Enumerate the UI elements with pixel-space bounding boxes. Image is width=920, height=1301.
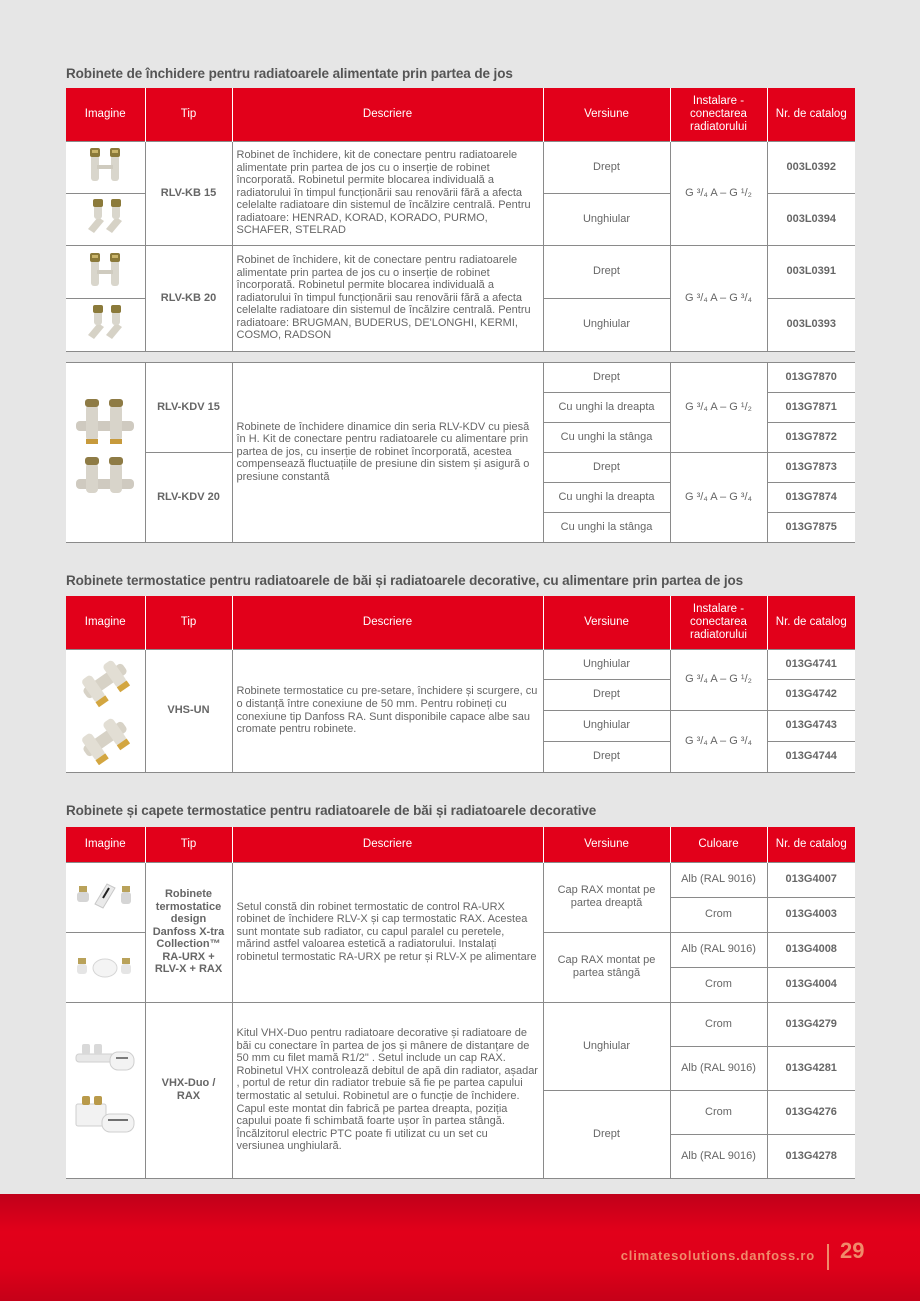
version-cell: Drept bbox=[543, 452, 670, 482]
product-image-cell bbox=[66, 649, 145, 772]
angled-valve-kit-icon bbox=[82, 195, 128, 239]
catalog-number: 013G4279 bbox=[767, 1002, 855, 1046]
header-imagine: Imagine bbox=[66, 596, 145, 649]
color-cell: Crom bbox=[670, 1090, 767, 1134]
catalog-number: 013G7870 bbox=[767, 362, 855, 392]
version-cell: Unghiular bbox=[543, 649, 670, 679]
header-versiune: Versiune bbox=[543, 596, 670, 649]
catalog-number: 013G4281 bbox=[767, 1046, 855, 1090]
product-type: RLV-KDV 15 bbox=[145, 362, 232, 452]
catalog-number: 013G4007 bbox=[767, 862, 855, 897]
footer-website-link[interactable]: climatesolutions.danfoss.ro bbox=[620, 1248, 815, 1263]
installation-cell: G ³/₄ A – G ³/₄ bbox=[670, 710, 767, 772]
version-cell: Drept bbox=[543, 679, 670, 710]
product-description: Setul constă din robinet termostatic de control RA-URX robinet de închidere RLV-X și cap termostatic RAX. Acestea sunt montate sub radiator, cu capul paralel cu peretele, mărind astfel valoarea estetică a radiatorului. Instalați robinetul termostatic RA-URX pe retur și RLV-X pe alimentare bbox=[232, 862, 543, 1002]
section-title-thermostatic-valves: Robinete termostatice pentru radiatoarele de băi și radiatoarele decorative, cu alimentare prin partea de jos bbox=[66, 573, 744, 588]
catalog-number: 013G7872 bbox=[767, 422, 855, 452]
section-title-thermostatic-heads: Robinete și capete termostatice pentru radiatoarele de băi și radiatoarele decorative bbox=[66, 803, 597, 818]
table-row bbox=[66, 862, 855, 897]
product-image-cell bbox=[66, 362, 145, 542]
version-cell: Unghiular bbox=[543, 1002, 670, 1090]
catalog-number: 013G4008 bbox=[767, 932, 855, 967]
catalog-number: 013G7875 bbox=[767, 512, 855, 542]
installation-cell: G ³/₄ A – G ¹/₂ bbox=[670, 649, 767, 710]
installation-cell: G ³/₄ A – G ³/₄ bbox=[670, 452, 767, 542]
table-row bbox=[66, 362, 855, 392]
header-imagine: Imagine bbox=[66, 827, 145, 862]
version-cell: Drept bbox=[543, 1090, 670, 1178]
product-image-cell bbox=[66, 245, 145, 298]
header-versiune: Versiune bbox=[543, 88, 670, 141]
catalog-number: 013G4004 bbox=[767, 967, 855, 1002]
product-type: RLV-KB 15 bbox=[145, 141, 232, 245]
header-instalare: Instalare - conectarea radiatorului bbox=[670, 88, 767, 141]
table-row bbox=[66, 141, 855, 193]
version-cell: Drept bbox=[543, 245, 670, 298]
table-header-row bbox=[66, 827, 855, 862]
catalog-number: 013G4743 bbox=[767, 710, 855, 741]
version-cell: Drept bbox=[543, 741, 670, 772]
catalog-number: 013G4742 bbox=[767, 679, 855, 710]
product-type: VHS-UN bbox=[145, 649, 232, 772]
catalog-number: 013G7873 bbox=[767, 452, 855, 482]
header-instalare: Instalare - conectarea radiatorului bbox=[670, 596, 767, 649]
installation-cell: G ³/₄ A – G ¹/₂ bbox=[670, 141, 767, 245]
product-description: Kitul VHX-Duo pentru radiatoare decorative și radiatoare de băi cu conectare în partea de jos și mânere de distanțare de 50 mm cu filet mamă R1/2" . Setul include un cap RAX. Robinetul VHX controlează debitul de apă din radiator, așadar , portul de retur din radiator trebuie să fie pe partea capului termostatic al setului. Robinetul are o funcție de închidere. Capul este montat din fabrică pe partea dreapta, poziția capului poate fi schimbată foarte ușor în partea stângă. Încălzitorul electric PTC poate fi utilizat cu un set cu versiunea unghiulară. bbox=[232, 1002, 543, 1178]
installation-cell: G ³/₄ A – G ¹/₂ bbox=[670, 362, 767, 452]
catalog-number: 013G4278 bbox=[767, 1134, 855, 1178]
version-cell: Drept bbox=[543, 362, 670, 392]
catalog-number: 013G7871 bbox=[767, 392, 855, 422]
header-imagine: Imagine bbox=[66, 88, 145, 141]
catalog-number: 013G4003 bbox=[767, 897, 855, 932]
catalog-number: 013G4741 bbox=[767, 649, 855, 679]
color-cell: Alb (RAL 9016) bbox=[670, 1046, 767, 1090]
installation-cell: G ³/₄ A – G ³/₄ bbox=[670, 245, 767, 351]
version-cell: Cu unghi la stânga bbox=[543, 512, 670, 542]
catalog-number: 003L0391 bbox=[767, 245, 855, 298]
product-image-cell bbox=[66, 862, 145, 932]
page-number: 29 bbox=[840, 1238, 865, 1263]
table-row bbox=[66, 649, 855, 679]
version-cell: Cap RAX montat pe partea dreaptă bbox=[543, 862, 670, 932]
header-tip: Tip bbox=[145, 88, 232, 141]
version-cell: Cu unghi la stânga bbox=[543, 422, 670, 452]
product-description: Robinete termostatice cu pre-setare, închidere și scurgere, cu o distanță între conexiune de 50 mm. Pentru robineți cu conexiune tip Danfoss RA. Sunt disponibile capace albe sau cromate pentru robinete. bbox=[232, 649, 543, 772]
xtra-chrome-set-icon bbox=[73, 878, 137, 912]
product-type: Robinete termostatice design Danfoss X-tra Collection™ RA-URX + RLV-X + RAX bbox=[145, 862, 232, 1002]
product-type: RLV-KDV 20 bbox=[145, 452, 232, 542]
catalog-number: 003L0392 bbox=[767, 141, 855, 193]
product-image-cell bbox=[66, 298, 145, 351]
color-cell: Alb (RAL 9016) bbox=[670, 862, 767, 897]
product-description: Robinet de închidere, kit de conectare pentru radiatoarele alimentate prin partea de jos cu o inserție de robinet încorporată. Robinetul permite blocarea individuală a radiatorului în timpul funcționării sau renovării fără a afecta celelalte radiatoare din sistemul de încălzire centrală. Pentru radiatoare: BRUGMAN, BUDERUS, DE'LONGHI, KERMI, COSMO, RADSON bbox=[232, 245, 543, 351]
header-catalog: Nr. de catalog bbox=[767, 827, 855, 862]
header-culoare: Culoare bbox=[670, 827, 767, 862]
product-image-cell bbox=[66, 193, 145, 245]
color-cell: Crom bbox=[670, 897, 767, 932]
color-cell: Crom bbox=[670, 1002, 767, 1046]
straight-valve-kit-icon bbox=[82, 248, 128, 292]
section-title-shutoff-valves: Robinete de închidere pentru radiatoarele alimentate prin partea de jos bbox=[66, 66, 513, 81]
footer-divider bbox=[827, 1244, 829, 1270]
product-image-cell bbox=[66, 1002, 145, 1178]
shutoff-valves-table bbox=[66, 88, 855, 543]
version-cell: Unghiular bbox=[543, 298, 670, 351]
header-descriere: Descriere bbox=[232, 596, 543, 649]
catalog-number: 013G7874 bbox=[767, 482, 855, 512]
header-descriere: Descriere bbox=[232, 827, 543, 862]
color-cell: Crom bbox=[670, 967, 767, 1002]
catalog-number: 003L0394 bbox=[767, 193, 855, 245]
thermostatic-heads-table bbox=[66, 827, 855, 1179]
thermostatic-valves-table bbox=[66, 596, 855, 773]
h-piece-valve-icon bbox=[72, 395, 138, 505]
color-cell: Alb (RAL 9016) bbox=[670, 932, 767, 967]
table-header-row bbox=[66, 596, 855, 649]
table-header-row bbox=[66, 88, 855, 141]
version-cell: Unghiular bbox=[543, 710, 670, 741]
header-tip: Tip bbox=[145, 827, 232, 862]
header-versiune: Versiune bbox=[543, 827, 670, 862]
catalog-number: 013G4276 bbox=[767, 1090, 855, 1134]
catalog-number: 003L0393 bbox=[767, 298, 855, 351]
version-cell: Unghiular bbox=[543, 193, 670, 245]
angled-valve-kit-icon bbox=[82, 301, 128, 345]
table-row bbox=[66, 1002, 855, 1046]
version-cell: Cu unghi la dreapta bbox=[543, 392, 670, 422]
version-cell: Drept bbox=[543, 141, 670, 193]
version-cell: Cap RAX montat pe partea stângă bbox=[543, 932, 670, 1002]
version-cell: Cu unghi la dreapta bbox=[543, 482, 670, 512]
product-type: RLV-KB 20 bbox=[145, 245, 232, 351]
header-catalog: Nr. de catalog bbox=[767, 88, 855, 141]
product-type: VHX-Duo / RAX bbox=[145, 1002, 232, 1178]
header-tip: Tip bbox=[145, 596, 232, 649]
color-cell: Alb (RAL 9016) bbox=[670, 1134, 767, 1178]
vhx-duo-icon bbox=[72, 1028, 138, 1148]
xtra-white-set-icon bbox=[73, 948, 137, 982]
header-catalog: Nr. de catalog bbox=[767, 596, 855, 649]
catalog-number: 013G4744 bbox=[767, 741, 855, 772]
product-image-cell bbox=[66, 932, 145, 1002]
table-row bbox=[66, 245, 855, 298]
page-footer bbox=[0, 1194, 920, 1301]
product-description: Robinet de închidere, kit de conectare pentru radiatoarele alimentate prin partea de jos cu o inserție de robinet încorporată. Robinetul permite blocarea individuală a radiatorului în timpul funcționării sau renovării fără a afecta celelalte radiatoare din sistemul de încălzire centrală. Pentru radiatoare: HENRAD, KORAD, KORADO, PURMO, SCHAFER, STELRAD bbox=[232, 141, 543, 245]
straight-valve-kit-icon bbox=[82, 143, 128, 187]
product-image-cell bbox=[66, 141, 145, 193]
vhs-un-valve-icon bbox=[75, 653, 135, 765]
product-description: Robinete de închidere dinamice din seria RLV-KDV cu piesă în H. Kit de conectare pentru radiatoarele cu alimentare prin partea de jos, cu inserție de robinet încorporată, acestea compensează fluctuațiile de presiune din sistem și asigură o presiune constantă bbox=[232, 362, 543, 542]
header-descriere: Descriere bbox=[232, 88, 543, 141]
